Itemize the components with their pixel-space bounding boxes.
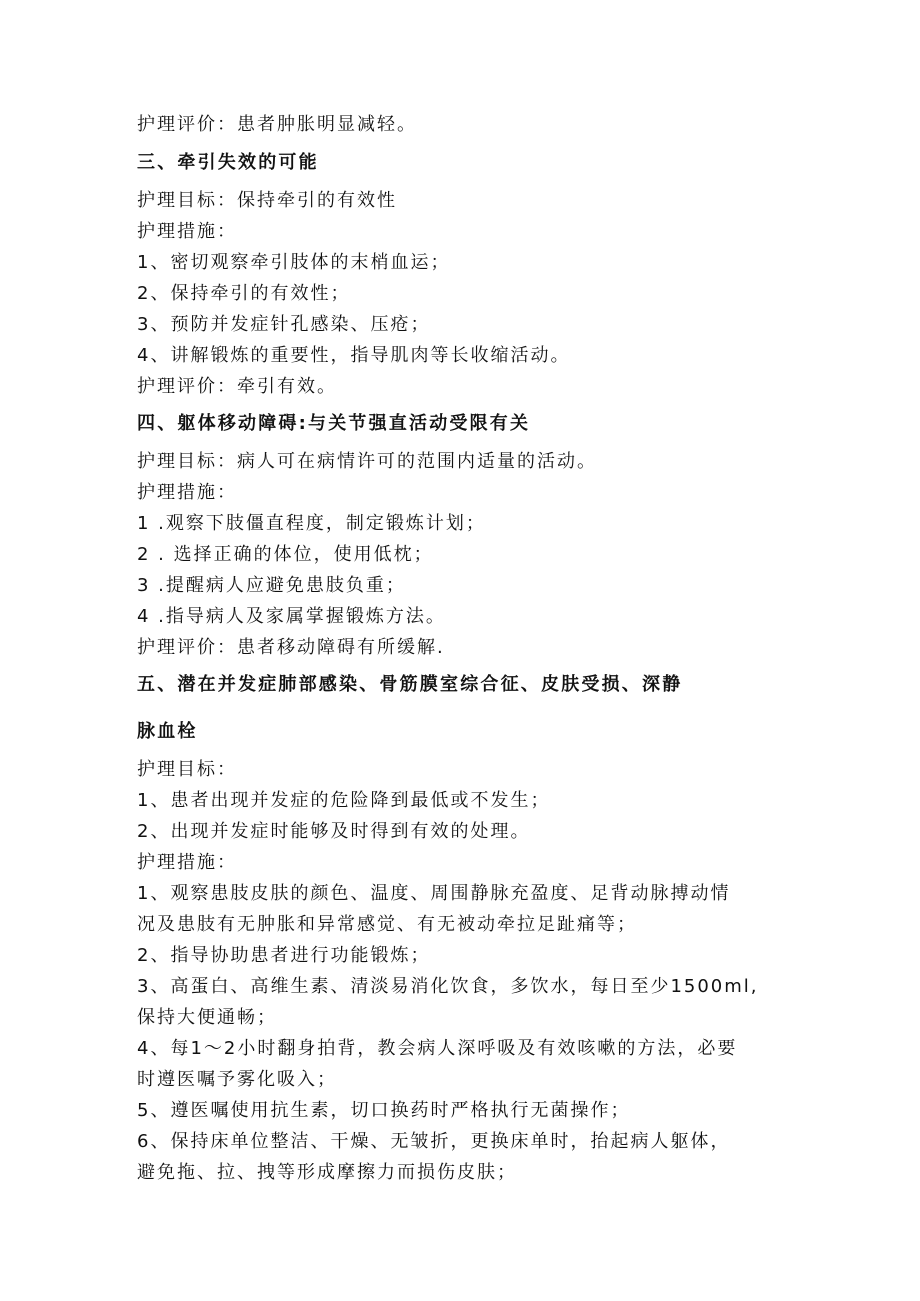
measure-item: 2、指导协助患者进行功能锻炼； [137, 945, 431, 966]
goal-line: 护理目标：保持牵引的有效性 [137, 190, 397, 211]
measure-item: 4 .指导病人及家属掌握锻炼方法。 [137, 606, 446, 627]
measure-item: 3 .提醒病人应避免患肢负重； [137, 575, 406, 596]
measure-item: 4、讲解锻炼的重要性，指导肌肉等长收缩活动。 [137, 345, 571, 366]
measure-item-continued: 避免拖、拉、拽等形成摩擦力而损伤皮肤； [137, 1162, 517, 1183]
section-heading-5-continued: 脉血栓 [137, 721, 198, 742]
measure-item: 2、保持牵引的有效性； [137, 283, 351, 304]
measure-item: 6、保持床单位整洁、干燥、无皱折，更换床单时，抬起病人躯体， [137, 1131, 731, 1152]
measure-item: 4、每1～2小时翻身拍背，教会病人深呼吸及有效咳嗽的方法，必要 [137, 1038, 738, 1059]
measures-label: 护理措施： [137, 852, 237, 873]
evaluation-line: 护理评价：牵引有效。 [137, 376, 337, 397]
measures-label: 护理措施： [137, 221, 237, 242]
goal-item: 2、出现并发症时能够及时得到有效的处理。 [137, 821, 531, 842]
goal-line: 护理目标：病人可在病情许可的范围内适量的活动。 [137, 451, 597, 472]
measure-item-continued: 保持大便通畅； [137, 1007, 277, 1028]
measure-item: 5、遵医嘱使用抗生素，切口换药时严格执行无菌操作； [137, 1100, 631, 1121]
evaluation-line: 护理评价：患者肿胀明显减轻。 [137, 114, 417, 135]
measure-item: 2 . 选择正确的体位，使用低枕； [137, 544, 434, 565]
measure-item: 1、观察患肢皮肤的颜色、温度、周围静脉充盈度、足背动脉搏动情 [137, 883, 731, 904]
measure-item: 3、高蛋白、高维生素、清淡易消化饮食，多饮水，每日至少1500ml, [137, 976, 759, 997]
goal-label: 护理目标： [137, 759, 237, 780]
measures-label: 护理措施： [137, 482, 237, 503]
measure-item-continued: 时遵医嘱予雾化吸入； [137, 1069, 337, 1090]
measure-item: 1 .观察下肢僵直程度，制定锻炼计划； [137, 513, 486, 534]
measure-item: 1、密切观察牵引肢体的末梢血运； [137, 252, 451, 273]
section-heading-4: 四、躯体移动障碍:与关节强直活动受限有关 [137, 413, 531, 434]
section-heading-5: 五、潜在并发症肺部感染、骨筋膜室综合征、皮肤受损、深静 [137, 674, 683, 695]
evaluation-line: 护理评价：患者移动障碍有所缓解. [137, 637, 445, 658]
measure-item: 3、预防并发症针孔感染、压疮； [137, 314, 431, 335]
goal-item: 1、患者出现并发症的危险降到最低或不发生； [137, 790, 551, 811]
section-heading-3: 三、牵引失效的可能 [137, 152, 319, 173]
measure-item-continued: 况及患肢有无肿胀和异常感觉、有无被动牵拉足趾痛等； [137, 914, 637, 935]
